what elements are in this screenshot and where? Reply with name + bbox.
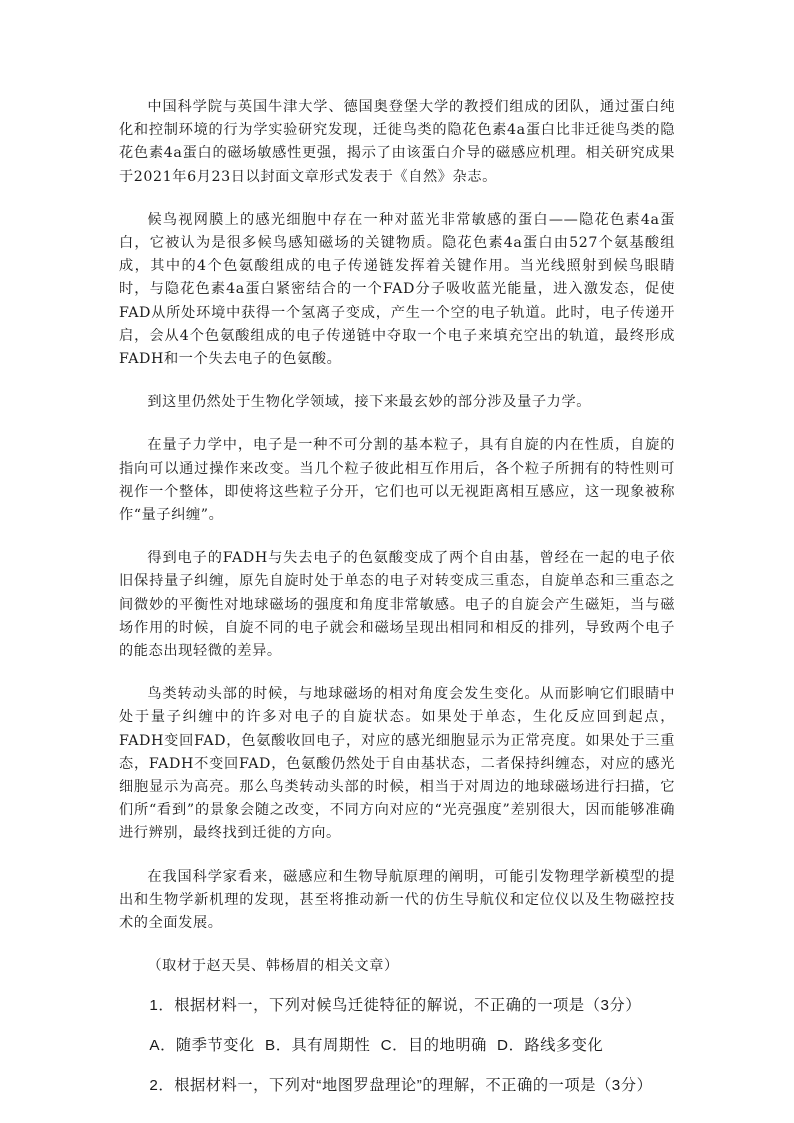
question-1: 1．根据材料一，下列对候鸟迁徙特征的解说，不正确的一项是（3分） [149, 997, 642, 1015]
paragraph-7: 在我国科学家看来，磁感应和生物导航原理的阐明，可能引发物理学新模型的提出和生物学新机理的发现，甚至将推动新一代的仿生导航仪和定位仪以及生物磁控技术的全面发展。 [119, 868, 675, 932]
document-page [119, 96, 675, 1114]
option-a[interactable]: A．随季节变化 [149, 1037, 255, 1055]
question-1-options [119, 1034, 675, 1058]
question-2: 2．根据材料一，下列对“地图罗盘理论”的理解，不正确的一项是（3分） [149, 1077, 653, 1095]
paragraph-6: 鸟类转动头部的时候，与地球磁场的相对角度会发生变化。从而影响它们眼睛中处于量子纠缠中的许多对电子的自旋状态。如果处于单态，生化反应回到起点，FADH变回FAD，色氨酸收回电子，对应的感光细胞显示为正常亮度。如果处于三重态，FADH不变回FAD，色氨酸仍然处于自由基状态，二者保持纠缠态，对应的感光细胞显示为高亮。那么鸟类转动头部的时候，相当于对周边的地球磁场进行扫描，它们所“看到”的景象会随之改变，不同方向对应的“光亮强度”差别很大，因而能够准确进行辨别，最终找到迁徙的方向。 [119, 686, 675, 842]
paragraph-1: 中国科学院与英国牛津大学、德国奥登堡大学的教授们组成的团队，通过蛋白纯化和控制环境的行为学实验研究发现，迁徙鸟类的隐花色素4a蛋白比非迁徙鸟类的隐花色素4a蛋白的磁场敏感性更强，揭示了由该蛋白介导的磁感应机理。相关研究成果于2021年6月23日以封面文章形式发表于《自然》杂志。 [119, 99, 675, 185]
paragraph-5: 得到电子的FADH与失去电子的色氨酸变成了两个自由基，曾经在一起的电子依旧保持量子纠缠，原先自旋时处于单态的电子对转变成三重态，自旋单态和三重态之间微妙的平衡性对地球磁场的强度和角度非常敏感。电子的自旋会产生磁矩，当与磁场作用的时候，自旋不同的电子就会和磁场呈现出相同和相反的排列，导致两个电子的能态出现轻微的差异。 [119, 550, 675, 660]
source-note: （取材于赵天昊、韩杨眉的相关文章） [147, 958, 399, 975]
option-c[interactable]: C．目的地明确 [380, 1037, 487, 1055]
paragraph-2: 候鸟视网膜上的感光细胞中存在一种对蓝光非常敏感的蛋白——隐花色素4a蛋白，它被认为是很多候鸟感知磁场的关键物质。隐花色素4a蛋白由527个氨基酸组成，其中的4个色氨酸组成的电子传递链发挥着关键作用。当光线照射到候鸟眼睛时，与隐花色素4a蛋白紧密结合的一个FAD分子吸收蓝光能量，进入激发态，促使FAD从所处环境中获得一个氢离子变成，产生一个空的电子轨道。此时，电子传递开启，会从4个色氨酸组成的电子传递链中夺取一个电子来填充空出的轨道，最终形成FADH和一个失去电子的色氨酸。 [119, 211, 675, 368]
option-b[interactable]: B．具有周期性 [265, 1037, 371, 1055]
paragraph-4: 在量子力学中，电子是一种不可分割的基本粒子，具有自旋的内在性质，自旋的指向可以通过操作来改变。当几个粒子彼此相互作用后，各个粒子所拥有的特性则可视作一个整体，即使将这些粒子分开，它们也可以无视距离相互感应，这一现象被称作“量子纠缠”。 [119, 437, 675, 524]
paragraph-3: 到这里仍然处于生物化学领域，接下来最玄妙的部分涉及量子力学。 [147, 394, 592, 411]
option-d[interactable]: D．路线多变化 [497, 1037, 604, 1055]
